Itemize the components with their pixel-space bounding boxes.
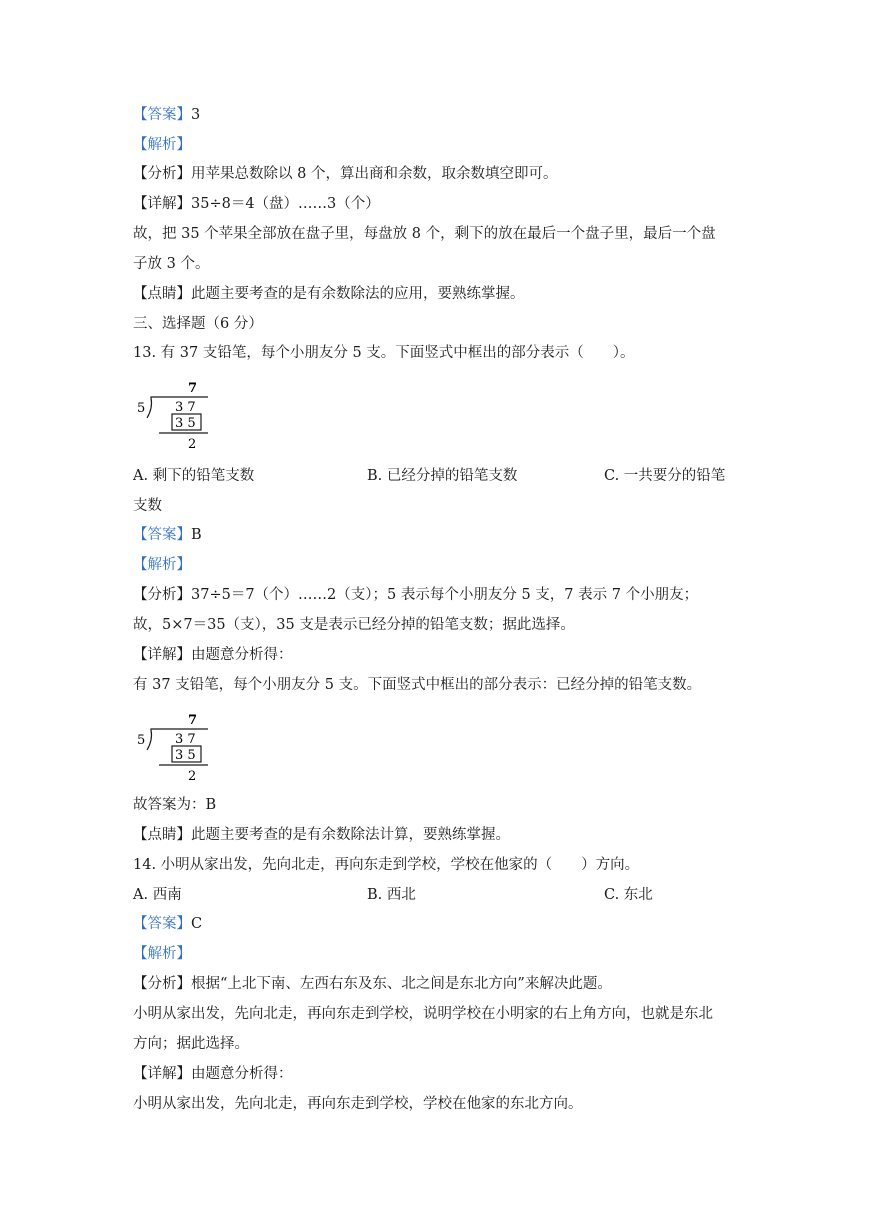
answer-value: 3 [191, 107, 201, 123]
q14-reason-1: 小明从家出发，先向北走，再向东走到学校，说明学校在小明家的右上角方向，也就是东北 [133, 1006, 713, 1022]
q12-fenxi-line [133, 164, 557, 184]
fenxi-tag: 【分析】 [133, 976, 191, 992]
answer-tag: 【答案】 [133, 527, 191, 543]
q13-xiangjie-line [133, 645, 293, 665]
q13-final-answer: 故答案为：B [133, 797, 217, 813]
q12-dianjing-line [133, 284, 525, 304]
q13-xiangjie-detail: 有 37 支铅笔，每个小朋友分 5 支。下面竖式中框出的部分表示：已经分掉的铅笔支数。 [133, 677, 702, 693]
answer-tag: 【答案】 [133, 107, 191, 123]
long-division-diagram-repeat [133, 710, 223, 785]
division-quotient: 7 [188, 713, 198, 728]
fenxi-text: 37÷5＝7（个）……2（支）；5 表示每个小朋友分 5 支，7 表示 7 个小朋友； [191, 587, 699, 603]
xiangjie-text: 35÷8＝4（盘）……3（个） [191, 196, 380, 212]
q14-reason-2: 方向；据此选择。 [133, 1036, 249, 1052]
dianjing-tag: 【点睛】 [133, 286, 191, 302]
answer-value: C [191, 916, 203, 932]
q14-xiangjie-line [133, 1064, 293, 1084]
q13-fenxi-line [133, 585, 698, 605]
division-divisor: 5 [137, 401, 146, 416]
q13-fenxi-line-2: 故，5×7＝35（支），35 支是表示已经分掉的铅笔支数；据此选择。 [133, 617, 575, 633]
fenxi-tag: 【分析】 [133, 166, 191, 182]
division-quotient: 7 [188, 381, 198, 396]
xiangjie-tag: 【详解】 [133, 647, 191, 663]
xiangjie-tag: 【详解】 [133, 1066, 191, 1082]
division-remainder: 2 [188, 769, 197, 784]
dianjing-text: 此题主要考查的是有余数除法的应用，要熟练掌握。 [191, 286, 525, 302]
division-divisor: 5 [137, 733, 146, 748]
xiangjie-text: 由题意分析得： [191, 1066, 293, 1082]
q14-fenxi-line [133, 974, 612, 994]
division-product: 3 5 [175, 748, 196, 763]
q12-xiangjie-line [133, 194, 380, 214]
answer-value: B [191, 527, 202, 543]
answer-tag: 【答案】 [133, 916, 191, 932]
q14-stem: 14. 小明从家出发，先向北走，再向东走到学校，学校在他家的（ ）方向。 [133, 857, 640, 873]
section-title: 三、选择题（6 分） [133, 316, 263, 332]
q12-conclusion-1: 故，把 35 个苹果全部放在盘子里，每盘放 8 个，剩下的放在最后一个盘子里，最后一个盘 [133, 226, 716, 242]
q13-long-division-repeat [133, 710, 223, 785]
q13-stem: 13. 有 37 支铅笔，每个小朋友分 5 支。下面竖式中框出的部分表示（ ）。 [133, 345, 635, 361]
division-product: 3 5 [175, 416, 196, 431]
division-dividend: 3 7 [175, 732, 196, 747]
division-remainder: 2 [188, 437, 197, 452]
dianjing-tag: 【点睛】 [133, 827, 191, 843]
q12-conclusion-2: 子放 3 个。 [133, 256, 210, 272]
q14-option-c[interactable]: C. 东北 [604, 887, 653, 903]
q12-answer-line [133, 105, 200, 125]
q14-option-a[interactable]: A. 西南 [133, 887, 182, 903]
q13-analysis-tag: 【解析】 [133, 557, 191, 573]
xiangjie-tag: 【详解】 [133, 196, 191, 212]
fenxi-text: 用苹果总数除以 8 个，算出商和余数，取余数填空即可。 [191, 166, 558, 182]
q14-answer-line [133, 914, 202, 934]
dianjing-text: 此题主要考查的是有余数除法计算，要熟练掌握。 [191, 827, 510, 843]
division-dividend: 3 7 [175, 400, 196, 415]
q13-option-a[interactable]: A. 剩下的铅笔支数 [133, 468, 255, 484]
q13-answer-line [133, 525, 202, 545]
q14-option-b[interactable]: B. 西北 [367, 887, 416, 903]
q14-analysis-tag: 【解析】 [133, 946, 191, 962]
q13-long-division [133, 378, 223, 453]
long-division-diagram [133, 378, 223, 453]
q13-option-b[interactable]: B. 已经分掉的铅笔支数 [367, 468, 518, 484]
q12-analysis-tag: 【解析】 [133, 137, 191, 153]
fenxi-tag: 【分析】 [133, 587, 191, 603]
q13-dianjing-line [133, 825, 510, 845]
q14-xiangjie-detail: 小明从家出发，先向北走，再向东走到学校，学校在他家的东北方向。 [133, 1096, 583, 1112]
fenxi-text: 根据“上北下南、左西右东及东、北之间是东北方向”来解决此题。 [191, 976, 612, 992]
q13-option-c-cont: 支数 [133, 498, 162, 514]
q13-option-c[interactable]: C. 一共要分的铅笔 [604, 468, 726, 484]
xiangjie-text: 由题意分析得： [191, 647, 293, 663]
